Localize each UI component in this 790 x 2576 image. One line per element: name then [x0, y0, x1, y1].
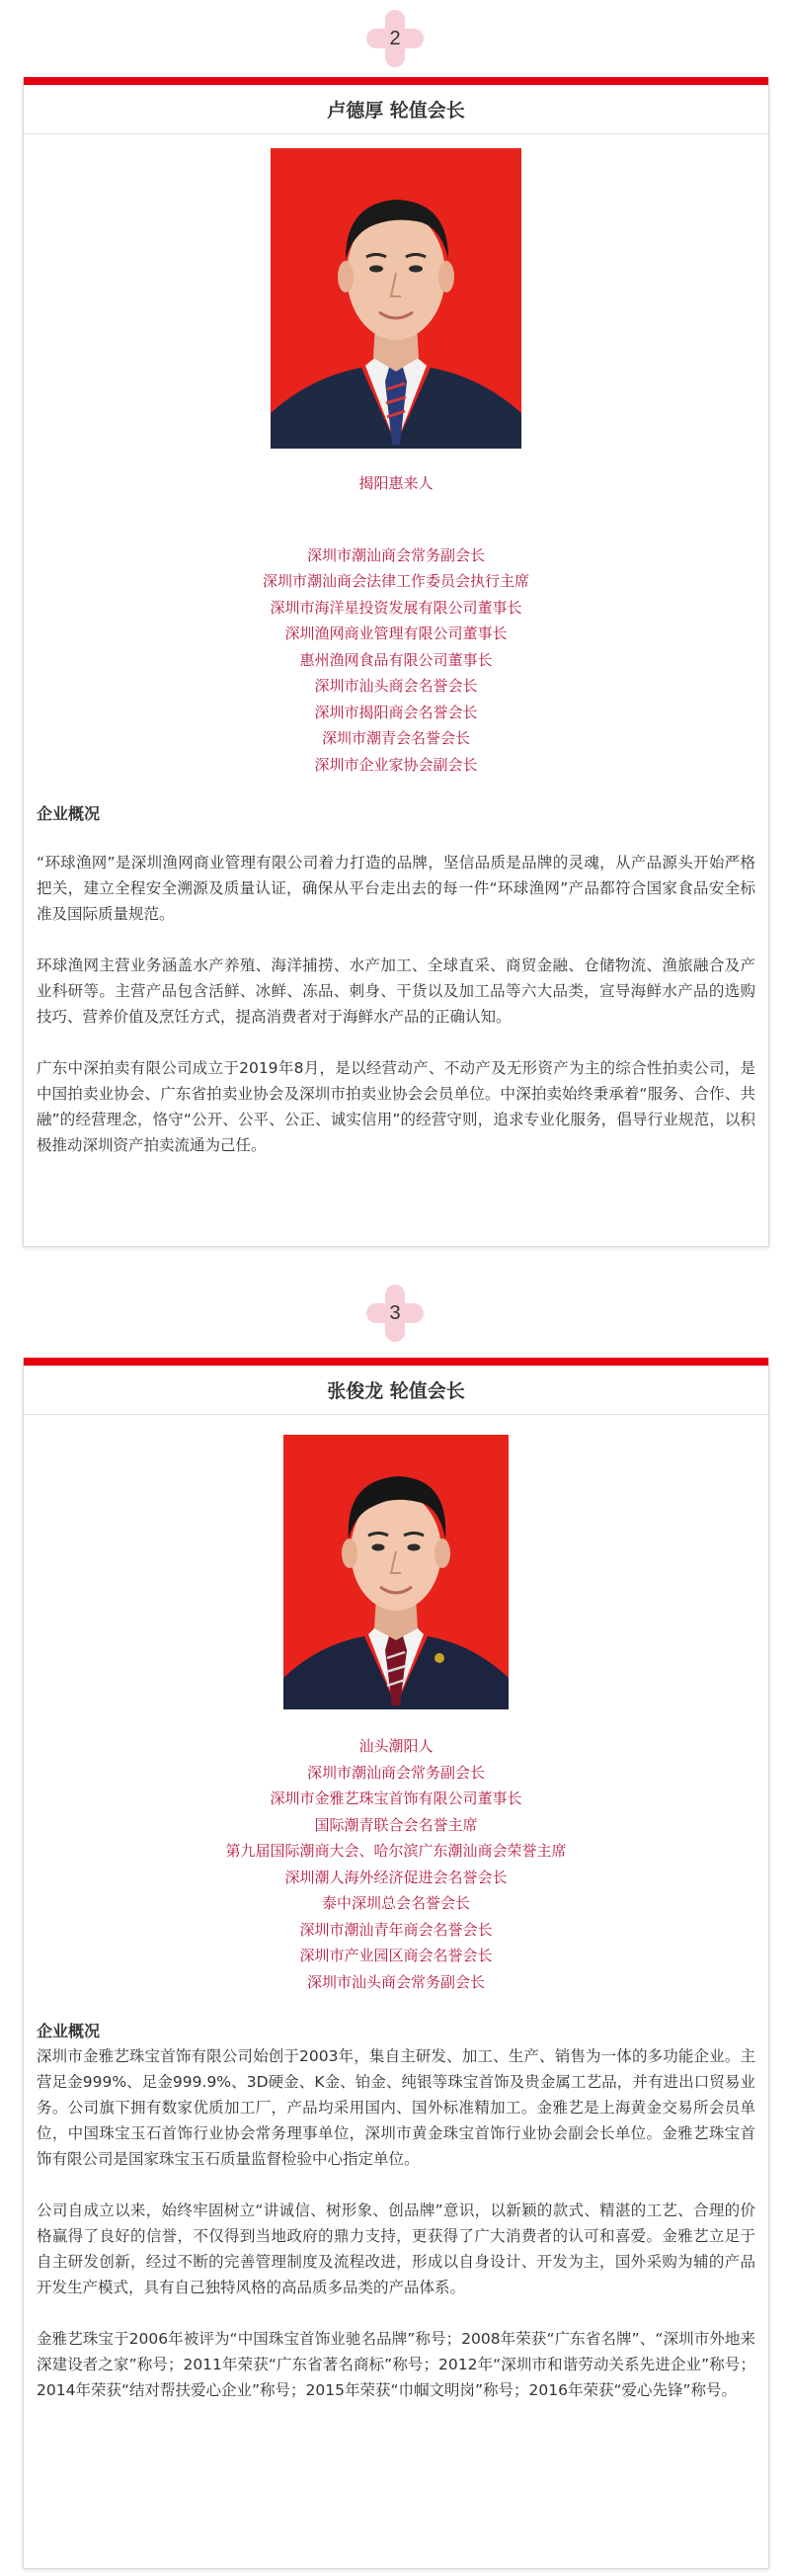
section-number-badge — [0, 0, 790, 77]
profile-title: 张俊龙 轮值会长 — [24, 1366, 768, 1415]
origin-text: 揭阳惠来人 — [358, 474, 434, 492]
role-item: 深圳市潮汕青年商会名誉会长 — [299, 1920, 493, 1939]
flower-badge-icon — [364, 1283, 426, 1344]
role-item: 国际潮青联合会名誉主席 — [314, 1815, 478, 1834]
role-item: 深圳渔网商业管理有限公司董事长 — [284, 624, 508, 642]
roles-list — [24, 542, 768, 779]
overview-paragraph: 广东中深拍卖有限公司成立于2019年8月，是以经营动产、不动产及无形资产为主的综合性拍卖公司，是中国拍卖业协会、广东省拍卖业协会及深圳市拍卖业协会会员单位。中深拍卖始终秉承着“服务、合作、共融”的经营理念，恪守“公开、公平、公正、诚实信用”的经营守则，追求专业化服务，倡导行业规范，以积极推动深圳资产拍卖流通为己任。 — [37, 1059, 755, 1154]
section-number-badge — [0, 1247, 790, 1358]
section-number: 2 — [389, 27, 401, 49]
role-item: 深圳市汕头商会名誉会长 — [314, 677, 478, 695]
role-item: 深圳市汕头商会常务副会长 — [306, 1972, 485, 1991]
overview-paragraph: 公司自成立以来，始终牢固树立“讲诚信、树形象、创品牌”意识，以新颖的款式、精湛的工艺、合理的价格赢得了良好的信誉，不仅得到当地政府的鼎力支持，更获得了广大消费者的认可和喜爱。金雅艺立足于自主研发创新，经过不断的完善管理制度及流程改进，形成以自身设计、开发为主，国外采购为辅的产品开发生产模式，具有自己独特风格的高品质多品类的产品体系。 — [37, 2202, 755, 2296]
role-item: 深圳市金雅艺珠宝首饰有限公司董事长 — [270, 1789, 522, 1807]
role-item: 泰中深圳总会名誉会长 — [321, 1894, 470, 1912]
overview-paragraph: “环球渔网”是深圳渔网商业管理有限公司着力打造的品牌，坚信品质是品牌的灵魂，从产品源头开始严格把关，建立全程安全溯源及质量认证，确保从平台走出去的每一件“环球渔网”产品都符合国家食品安全标准及国际质量规范。 — [37, 854, 755, 923]
overview-paragraph: 深圳市金雅艺珠宝首饰有限公司始创于2003年，集自主研发、加工、生产、销售为一体的多功能企业。主营足金999%、足金999.9%、3D硬金、K金、铂金、纯银等珠宝首饰及贵金属工艺品，并有进出口贸易业务。公司旗下拥有数家优质加工厂，产品均采用国内、国外标准精加工。金雅艺是上海黄金交易所会员单位，中国珠宝玉石首饰行业协会常务理事单位，深圳市黄金珠宝首饰行业协会副会长单位。金雅艺珠宝首饰有限公司是国家珠宝玉石质量监督检验中心指定单位。 — [37, 2047, 755, 2168]
overview-paragraph: 环球渔网主营业务涵盖水产养殖、海洋捕捞、水产加工、全球直采、商贸金融、仓储物流、渔旅融合及产业科研等。主营产品包含活鲜、冰鲜、冻品、刺身、干货以及加工品等六大品类，宣导海鲜水产品的选购技巧、营养价值及烹饪方式，提高消费者对于海鲜水产品的正确认知。 — [37, 956, 755, 1026]
portrait-photo — [283, 1435, 509, 1709]
role-item: 深圳市海洋星投资发展有限公司董事长 — [270, 598, 522, 617]
role-item: 第九届国际潮商大会、哈尔滨广东潮汕商会荣誉主席 — [225, 1842, 567, 1860]
role-item: 惠州渔网食品有限公司董事长 — [299, 650, 493, 669]
role-item: 深圳市潮汕商会常务副会长 — [306, 1763, 485, 1782]
profile-card — [23, 77, 769, 1247]
profile-title: 卢德厚 轮值会长 — [24, 85, 768, 134]
role-item: 深圳潮人海外经济促进会名誉会长 — [284, 1868, 508, 1886]
role-item: 深圳市企业家协会副会长 — [314, 755, 478, 774]
overview-heading: 企业概况 — [37, 2022, 101, 2040]
section-number: 3 — [389, 1301, 401, 1324]
role-item: 深圳市潮汕商会常务副会长 — [306, 545, 485, 564]
overview-paragraph: 金雅艺珠宝于2006年被评为“中国珠宝首饰业驰名品牌”称号；2008年荣获“广东省名牌”、“深圳市外地来深建设者之家”称号；2011年荣获“广东省著名商标”称号；2012年“深圳市和谐劳动关系先进企业”称号；2014年荣获“结对帮扶爱心企业”称号；2015年荣获“巾帼文明岗”称号；2016年荣获“爱心先锋”称号。 — [37, 2330, 755, 2399]
portrait-photo — [271, 148, 521, 449]
card-accent-bar — [24, 1358, 768, 1366]
role-item: 汕头潮阳人 — [358, 1737, 434, 1755]
overview-heading: 企业概况 — [37, 804, 101, 823]
role-item: 深圳市潮青会名誉会长 — [321, 729, 470, 747]
profile-card — [23, 1358, 769, 2569]
flower-badge-icon — [364, 8, 426, 69]
role-item: 深圳市潮汕商会法律工作委员会执行主席 — [262, 572, 529, 590]
role-item: 深圳市揭阳商会名誉会长 — [314, 703, 478, 721]
role-item: 深圳市产业园区商会名誉会长 — [299, 1947, 493, 1964]
roles-list — [24, 1733, 768, 1995]
card-accent-bar — [24, 77, 768, 85]
